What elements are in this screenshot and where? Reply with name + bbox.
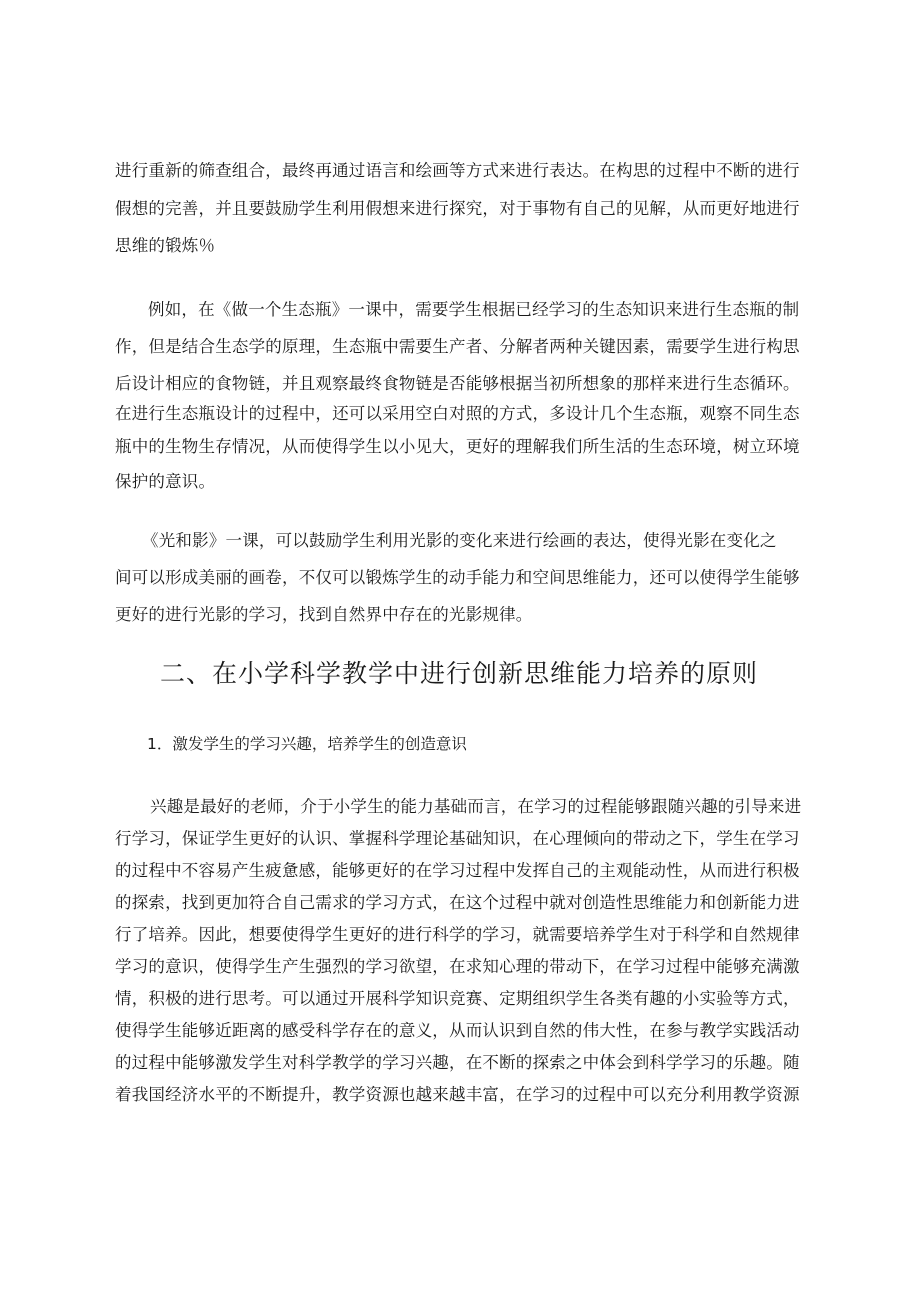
- paragraph-4-line: 行了培养。因此，想要使得学生更好的进行科学的学习，就需要培养学生对于科学和自然规律: [115, 925, 800, 944]
- paragraph-3-line: 间可以形成美丽的画卷，不仅可以锻炼学生的动手能力和空间思维能力，还可以使得学生能够: [115, 568, 800, 587]
- paragraph-4-line: 学习的意识，使得学生产生强烈的学习欲望，在求知心理的带动下，在学习过程中能够充满激: [115, 957, 800, 976]
- paragraph-4-line: 的过程中不容易产生疲惫感，能够更好的在学习过程中发挥自己的主观能动性，从而进行积极: [115, 861, 800, 880]
- paragraph-1-line: 假想的完善，并且要鼓励学生利用假想来进行探究，对于事物有自己的见解，从而更好地进行: [115, 199, 800, 218]
- paragraph-3-line: 《光和影》一课，可以鼓励学生利用光影的变化来进行绘画的表达，使得光影在变化之: [142, 531, 777, 550]
- paragraph-4-line: 着我国经济水平的不断提升，教学资源也越来越丰富，在学习的过程中可以充分利用教学资源: [115, 1085, 800, 1104]
- paragraph-4-line: 使得学生能够近距离的感受科学存在的意义，从而认识到自然的伟大性，在参与教学实践活动: [115, 1021, 800, 1040]
- paragraph-2-line: 保护的意识。: [115, 472, 216, 491]
- paragraph-4-line: 兴趣是最好的老师，介于小学生的能力基础而言，在学习的过程能够跟随兴趣的引导来进: [150, 797, 802, 816]
- paragraph-4-line: 行学习，保证学生更好的认识、掌握科学理论基础知识，在心理倾向的带动之下，学生在学习: [115, 829, 800, 848]
- paragraph-2-line: 瓶中的生物生存情况，从而使得学生以小见大，更好的理解我们所生活的生态环境，树立环境: [115, 437, 800, 456]
- paragraph-4-line: 的探索，找到更加符合自己需求的学习方式，在这个过程中就对创造性思维能力和创新能力进: [115, 893, 800, 912]
- subsection-heading: 1．激发学生的学习兴趣，培养学生的创造意识: [147, 735, 467, 753]
- paragraph-2-line: 在进行生态瓶设计的过程中，还可以采用空白对照的方式，多设计几个生态瓶，观察不同生态: [115, 404, 800, 423]
- paragraph-1-line: 思维的锻炼％: [115, 236, 216, 255]
- section-heading: 二、在小学科学教学中进行创新思维能力培养的原则: [160, 659, 759, 688]
- paragraph-2-line: 作，但是结合生态学的原理，生态瓶中需要生产者、分解者两种关键因素，需要学生进行构思: [115, 337, 800, 356]
- paragraph-2-line: 后设计相应的食物链，并且观察最终食物链是否能够根据当初所想象的那样来进行生态循环。: [115, 374, 800, 393]
- paragraph-4-line: 情，积极的进行思考。可以通过开展科学知识竞赛、定期组织学生各类有趣的小实验等方式，: [115, 989, 800, 1008]
- paragraph-2-line: 例如，在《做一个生态瓶》一课中，需要学生根据已经学习的生态知识来进行生态瓶的制: [148, 300, 800, 319]
- paragraph-3-line: 更好的进行光影的学习，找到自然界中存在的光影规律。: [115, 605, 533, 624]
- paragraph-1-line: 进行重新的筛查组合，最终再通过语言和绘画等方式来进行表达。在构思的过程中不断的进行: [115, 161, 800, 180]
- paragraph-4-line: 的过程中能够激发学生对科学教学的学习兴趣，在不断的探索之中体会到科学学习的乐趣。随: [115, 1053, 800, 1072]
